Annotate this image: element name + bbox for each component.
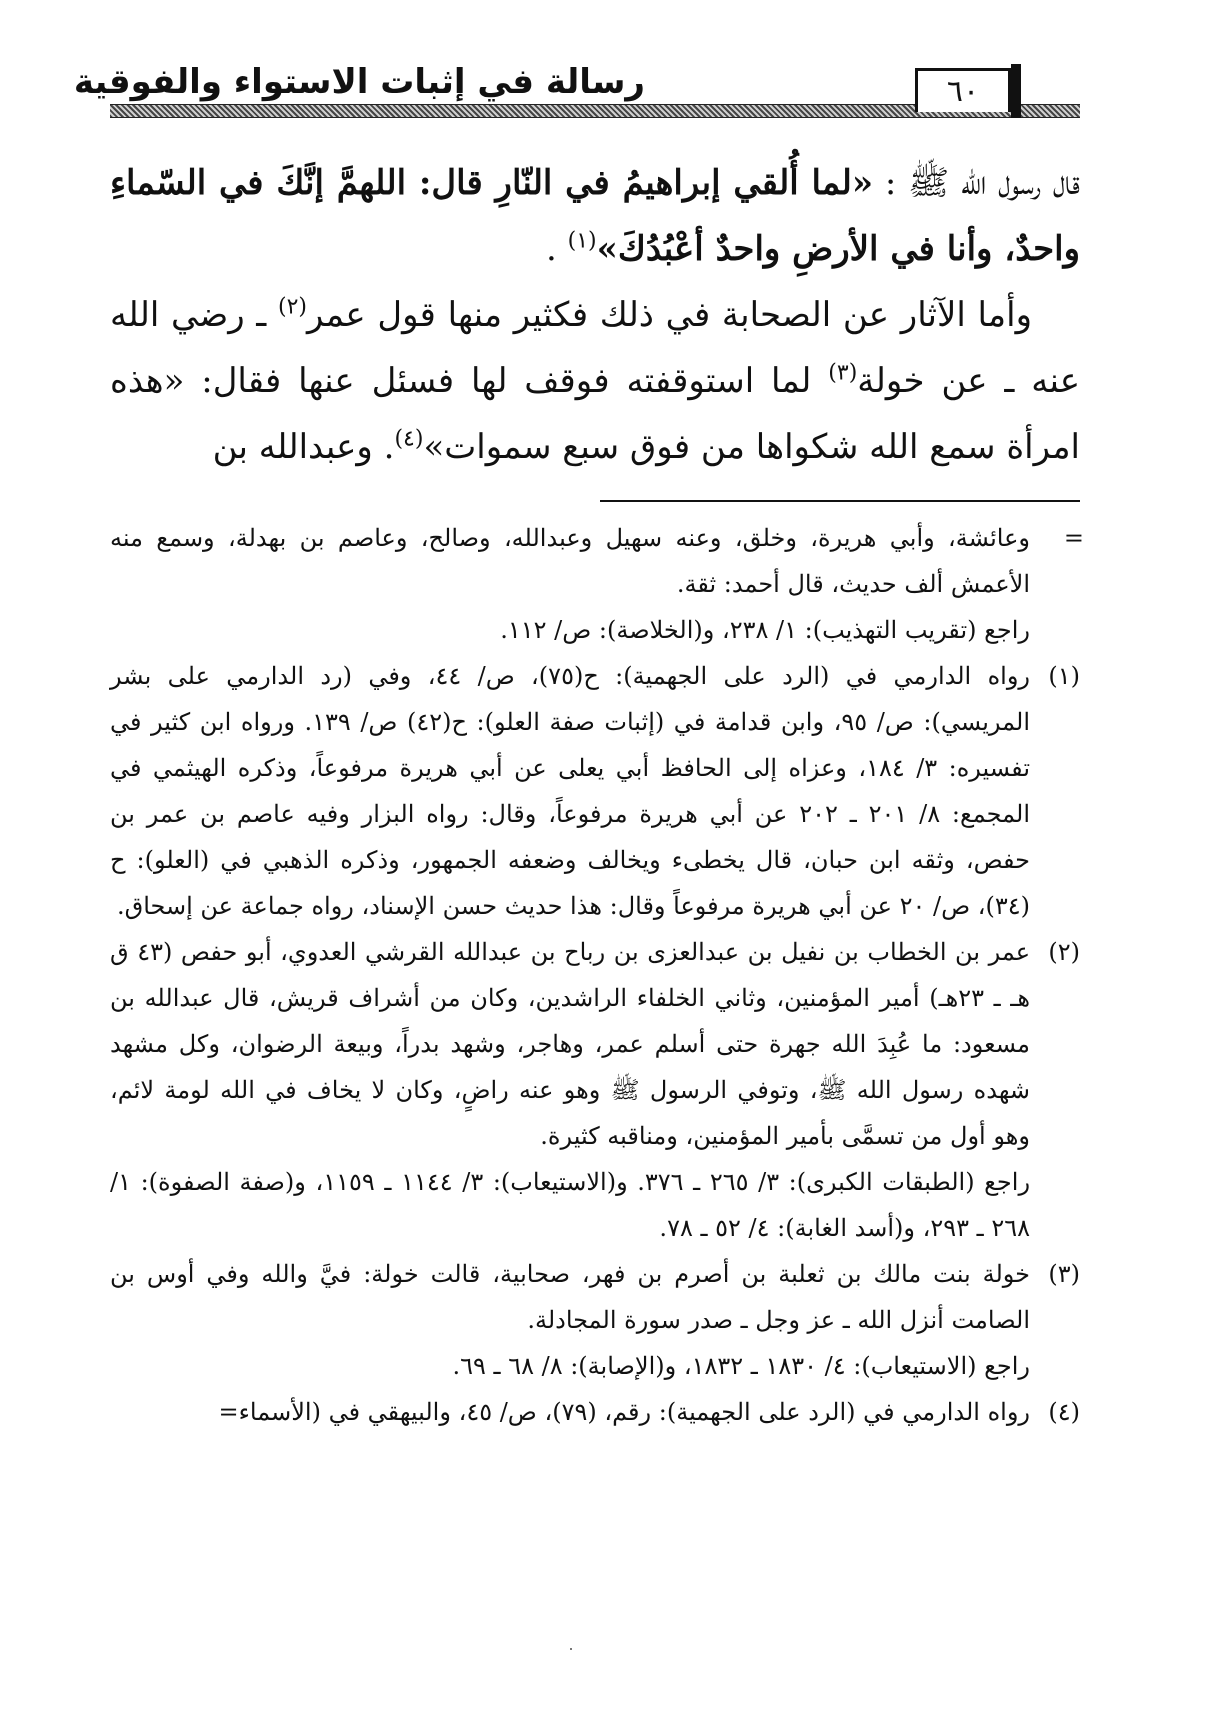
athar-text-c: لما استوقفته فوقف لها فسئل عنها فقال: «هذه امرأة سمع الله شكواها من فوق سبع سموات» [110, 361, 1080, 467]
footnote-text: عمر بن الخطاب بن نفيل بن عبدالعزى بن رباح بن عبدالله القرشي العدوي، أبو حفص (٤٣ ق هـ ـ ٢٣هـ) أمير المؤمنين، وثاني الخلفاء الراشدين، وكان من أشراف قريش، قال عبدالله بن مسعود: ما عُبِدَ الله جهرة حتى أسلم عمر، وهاجر، وشهد بدراً، وبيعة الرضوان، وكل مشهد شهده رسول الله ﷺ، وتوفي الرسول ﷺ وهو عنه راضٍ، وكان لا يخاف في الله لومة لائم، وهو أول من تسمَّى بأمير المؤمنين، ومناقبه كثيرة. [110, 938, 1031, 1150]
footnote-ref-4[interactable]: (٤) [394, 426, 424, 452]
athar-text-b: ـ رضي الله عنه ـ عن خولة [110, 295, 1080, 401]
footnote-number: (٣) [1048, 1260, 1080, 1288]
footnote-text: رواه الدارمي في (الرد على الجهمية): ح(٧٥)، ص/ ٤٤، وفي (رد الدارمي على بشر المريسي): ص/ ٩٥، وابن قدامة في (إثبات صفة العلو): ح(٤٢) ص/ ١٣٩. ورواه ابن كثير في تفسيره: ٣/ ١٨٤، وعزاه إلى الحافظ أبي يعلى عن أبي هريرة مرفوعاً، وذكره الهيثمي في المجمع: ٨/ ٢٠١ ـ ٢٠٢ عن أبي هريرة مرفوعاً، وقال: رواه البزار وفيه عاصم بن عمر بن حفص، وثقه ابن حبان، قال يخطىء ويخالف وضعفه الجمهور، وذكره الذهبي في (العلو): ح (٣٤)، ص/ ٢٠ عن أبي هريرة مرفوعاً وقال: هذا حديث حسن الإسناد، رواه جماعة عن إسحاق. [110, 662, 1031, 920]
footnote-4 [110, 1389, 1080, 1435]
continuation-mark: = [1063, 524, 1084, 552]
footnote-reference: راجع (تقريب التهذيب): ١/ ٢٣٨، و(الخلاصة): ص/ ١١٢. [500, 616, 1030, 644]
footnote-continuation [110, 515, 1084, 653]
running-header-title: رسالة في إثبات الاستواء والفوقية [73, 62, 645, 102]
footnote-divider [600, 500, 1080, 502]
footnote-1 [110, 653, 1080, 929]
footnote-ref-3[interactable]: (٣) [828, 360, 858, 386]
hadith-intro: قال رسول الله ﷺ : [873, 163, 1080, 203]
footnote-text: خولة بنت مالك بن ثعلبة بن أصرم بن فهر، صحابية، قالت خولة: فيَّ والله وفي أوس بن الصامت أنزل الله ـ عز وجل ـ صدر سورة المجادلة. [110, 1260, 1030, 1334]
footnote-reference: راجع (الطبقات الكبرى): ٣/ ٢٦٥ ـ ٣٧٦. و(الاستيعاب): ٣/ ١١٤٤ ـ ١١٥٩، و(صفة الصفوة): ١/ ٢٦٨ ـ ٢٩٣، و(أسد الغابة): ٤/ ٥٢ ـ ٧٨. [110, 1168, 1031, 1242]
page-number: ٦٠ [915, 68, 1011, 112]
footnote-reference: راجع (الاستيعاب): ٤/ ١٨٣٠ ـ ١٨٣٢، و(الإصابة): ٨/ ٦٨ ـ ٦٩. [452, 1352, 1030, 1380]
paragraph-hadith [110, 150, 1080, 282]
footnote-3 [110, 1251, 1080, 1389]
footnote-number: (١) [1048, 662, 1080, 690]
footnote-ref-2[interactable]: (٢) [277, 294, 307, 320]
hadith-end: . [545, 229, 568, 269]
footnote-2 [110, 929, 1080, 1251]
footnote-number: (٢) [1048, 938, 1080, 966]
scan-speck [570, 1648, 572, 1650]
footnotes [110, 515, 1084, 1435]
footnote-ref-1[interactable]: (١) [567, 228, 597, 254]
main-text [110, 150, 1080, 480]
footnote-text: وعائشة، وأبي هريرة، وخلق، وعنه سهيل وعبدالله، وصالح، وعاصم بن بهدلة، وسمع منه الأعمش ألف حديث، قال أحمد: ثقة. [110, 524, 1030, 598]
footnote-number: (٤) [1048, 1398, 1080, 1426]
athar-text-a: وأما الآثار عن الصحابة في ذلك فكثير منها قول عمر [306, 295, 1032, 335]
paragraph-athar [110, 282, 1080, 480]
athar-text-d: . وعبدالله بن [212, 427, 395, 467]
hadith-quote: «لما أُلقي إبراهيمُ في النّارِ قال: اللهمَّ إنَّكَ في السّماءِ واحدٌ، وأنا في الأرضِ واحدٌ أعْبُدُكَ» [110, 163, 1080, 269]
footnote-text: رواه الدارمي في (الرد على الجهمية): رقم، (٧٩)، ص/ ٤٥، والبيهقي في (الأسماء= [218, 1398, 1030, 1426]
page-number-bar [1011, 64, 1021, 118]
